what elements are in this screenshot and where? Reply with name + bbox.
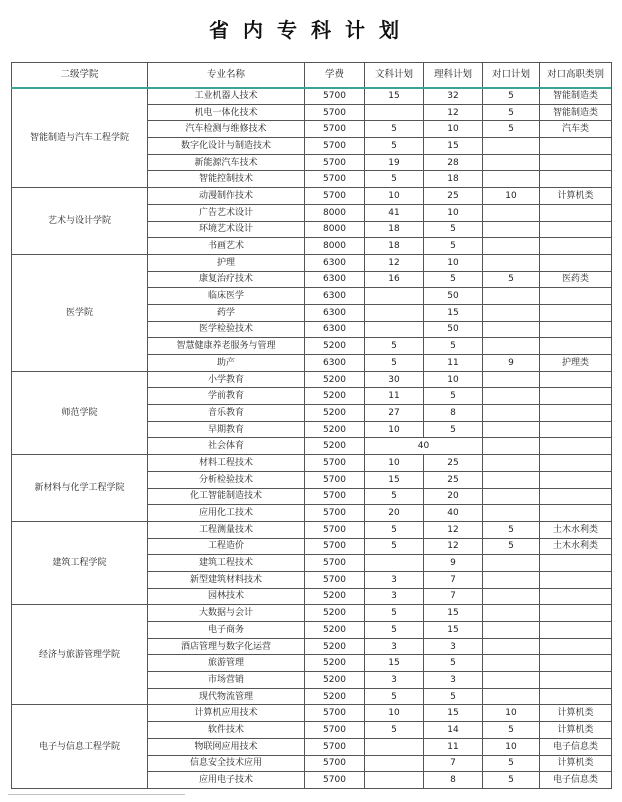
science-plan-cell: 25 — [424, 471, 483, 488]
vocational-plan-cell: 5 — [483, 722, 540, 739]
science-plan-cell: 15 — [424, 138, 483, 155]
vocational-plan-cell — [483, 505, 540, 522]
vocational-plan-cell — [483, 304, 540, 321]
major-cell: 化工智能制造技术 — [148, 488, 305, 505]
fee-cell: 5700 — [305, 171, 365, 188]
college-cell: 艺术与设计学院 — [12, 188, 148, 255]
science-plan-cell: 15 — [424, 705, 483, 722]
science-plan-cell: 5 — [424, 238, 483, 255]
major-cell: 助产 — [148, 355, 305, 372]
arts-plan-cell: 15 — [365, 655, 424, 672]
college-cell: 经济与旅游管理学院 — [12, 605, 148, 705]
major-cell: 计算机应用技术 — [148, 705, 305, 722]
arts-plan-cell: 30 — [365, 371, 424, 388]
science-plan-cell: 50 — [424, 288, 483, 305]
fee-cell: 5700 — [305, 772, 365, 789]
arts-plan-cell: 11 — [365, 388, 424, 405]
fee-cell: 5200 — [305, 622, 365, 639]
vocational-category-cell — [540, 138, 612, 155]
header-arts-plan: 文科计划 — [365, 63, 424, 88]
table-row — [12, 521, 612, 538]
science-plan-cell: 40 — [424, 505, 483, 522]
major-cell: 新能源汽车技术 — [148, 154, 305, 171]
major-cell: 工业机器人技术 — [148, 88, 305, 105]
vocational-category-cell — [540, 571, 612, 588]
vocational-plan-cell — [483, 338, 540, 355]
vocational-plan-cell: 10 — [483, 738, 540, 755]
major-cell: 早期教育 — [148, 421, 305, 438]
vocational-category-cell: 计算机类 — [540, 705, 612, 722]
vocational-plan-cell: 5 — [483, 538, 540, 555]
science-plan-cell: 12 — [424, 521, 483, 538]
fee-cell: 6300 — [305, 355, 365, 372]
vocational-plan-cell — [483, 421, 540, 438]
vocational-plan-cell: 5 — [483, 772, 540, 789]
vocational-plan-cell — [483, 238, 540, 255]
vocational-category-cell — [540, 254, 612, 271]
science-plan-cell: 5 — [424, 221, 483, 238]
college-cell: 新材料与化学工程学院 — [12, 455, 148, 522]
science-plan-cell: 10 — [424, 254, 483, 271]
vocational-category-cell — [540, 288, 612, 305]
science-plan-cell: 5 — [424, 655, 483, 672]
arts-plan-cell: 27 — [365, 405, 424, 422]
major-cell: 广告艺术设计 — [148, 204, 305, 221]
arts-plan-cell: 5 — [365, 121, 424, 138]
vocational-plan-cell — [483, 622, 540, 639]
college-cell: 建筑工程学院 — [12, 521, 148, 604]
fee-cell: 5200 — [305, 605, 365, 622]
fee-cell: 5200 — [305, 338, 365, 355]
fee-cell: 5700 — [305, 738, 365, 755]
science-plan-cell: 25 — [424, 188, 483, 205]
fee-cell: 5200 — [305, 405, 365, 422]
fee-cell: 5700 — [305, 505, 365, 522]
science-plan-cell: 10 — [424, 121, 483, 138]
vocational-plan-cell: 9 — [483, 355, 540, 372]
vocational-plan-cell — [483, 555, 540, 572]
science-plan-cell: 5 — [424, 271, 483, 288]
arts-plan-cell: 15 — [365, 471, 424, 488]
vocational-category-cell — [540, 455, 612, 472]
fee-cell: 5700 — [305, 705, 365, 722]
science-plan-cell: 11 — [424, 355, 483, 372]
major-cell: 学前教育 — [148, 388, 305, 405]
vocational-category-cell: 计算机类 — [540, 722, 612, 739]
major-cell: 智慧健康养老服务与管理 — [148, 338, 305, 355]
science-plan-cell: 7 — [424, 755, 483, 772]
fee-cell: 5700 — [305, 455, 365, 472]
arts-plan-cell: 5 — [365, 688, 424, 705]
vocational-category-cell — [540, 438, 612, 455]
major-cell: 软件技术 — [148, 722, 305, 739]
science-plan-cell: 12 — [424, 104, 483, 121]
fee-cell: 5200 — [305, 388, 365, 405]
vocational-category-cell — [540, 655, 612, 672]
major-cell: 信息安全技术应用 — [148, 755, 305, 772]
science-plan-cell: 15 — [424, 304, 483, 321]
table-row — [12, 371, 612, 388]
arts-plan-cell: 19 — [365, 154, 424, 171]
vocational-category-cell: 医药类 — [540, 271, 612, 288]
arts-plan-cell: 5 — [365, 622, 424, 639]
science-plan-cell: 8 — [424, 405, 483, 422]
arts-plan-cell: 5 — [365, 171, 424, 188]
fee-cell: 5700 — [305, 471, 365, 488]
vocational-category-cell — [540, 304, 612, 321]
vocational-plan-cell — [483, 288, 540, 305]
fee-cell: 5700 — [305, 138, 365, 155]
college-cell: 医学院 — [12, 254, 148, 371]
arts-plan-cell: 10 — [365, 188, 424, 205]
science-plan-cell: 5 — [424, 421, 483, 438]
vocational-category-cell: 土木水利类 — [540, 538, 612, 555]
vocational-category-cell: 计算机类 — [540, 755, 612, 772]
vocational-category-cell — [540, 622, 612, 639]
vocational-category-cell — [540, 321, 612, 338]
fee-cell: 5700 — [305, 188, 365, 205]
arts-plan-cell — [365, 104, 424, 121]
arts-plan-cell: 3 — [365, 672, 424, 689]
science-plan-cell: 3 — [424, 638, 483, 655]
fee-cell: 5700 — [305, 488, 365, 505]
science-plan-cell: 7 — [424, 588, 483, 605]
vocational-plan-cell: 5 — [483, 271, 540, 288]
arts-plan-cell: 5 — [365, 138, 424, 155]
major-cell: 工程造价 — [148, 538, 305, 555]
vocational-category-cell: 智能制造类 — [540, 104, 612, 121]
vocational-category-cell — [540, 388, 612, 405]
table-header-row — [12, 63, 612, 88]
vocational-plan-cell — [483, 688, 540, 705]
fee-cell: 5200 — [305, 438, 365, 455]
arts-plan-cell: 10 — [365, 421, 424, 438]
arts-plan-cell: 5 — [365, 538, 424, 555]
major-cell: 药学 — [148, 304, 305, 321]
major-cell: 智能控制技术 — [148, 171, 305, 188]
vocational-plan-cell — [483, 588, 540, 605]
fee-cell: 5200 — [305, 688, 365, 705]
fee-cell: 5700 — [305, 722, 365, 739]
major-cell: 环境艺术设计 — [148, 221, 305, 238]
vocational-plan-cell — [483, 605, 540, 622]
arts-plan-cell: 15 — [365, 88, 424, 105]
arts-plan-cell: 3 — [365, 588, 424, 605]
vocational-plan-cell — [483, 204, 540, 221]
fee-cell: 6300 — [305, 321, 365, 338]
arts-plan-cell: 3 — [365, 638, 424, 655]
major-cell: 工程测量技术 — [148, 521, 305, 538]
science-plan-cell: 28 — [424, 154, 483, 171]
table-row — [12, 605, 612, 622]
major-cell: 材料工程技术 — [148, 455, 305, 472]
vocational-plan-cell — [483, 221, 540, 238]
science-plan-cell: 15 — [424, 605, 483, 622]
table-row — [12, 88, 612, 105]
fee-cell: 6300 — [305, 254, 365, 271]
fee-cell: 5700 — [305, 571, 365, 588]
vocational-category-cell — [540, 238, 612, 255]
arts-plan-cell: 5 — [365, 722, 424, 739]
major-cell: 医学检验技术 — [148, 321, 305, 338]
vocational-plan-cell: 5 — [483, 104, 540, 121]
fee-cell: 5700 — [305, 121, 365, 138]
vocational-category-cell — [540, 421, 612, 438]
vocational-category-cell — [540, 488, 612, 505]
vocational-plan-cell — [483, 438, 540, 455]
vocational-category-cell: 汽车类 — [540, 121, 612, 138]
major-cell: 物联网应用技术 — [148, 738, 305, 755]
major-cell: 数字化设计与制造技术 — [148, 138, 305, 155]
vocational-plan-cell — [483, 371, 540, 388]
vocational-category-cell — [540, 338, 612, 355]
vocational-category-cell — [540, 605, 612, 622]
fee-cell: 6300 — [305, 288, 365, 305]
fee-cell: 5700 — [305, 555, 365, 572]
vocational-category-cell — [540, 405, 612, 422]
arts-plan-cell: 5 — [365, 521, 424, 538]
vocational-plan-cell: 10 — [483, 188, 540, 205]
table-row — [12, 188, 612, 205]
vocational-plan-cell — [483, 672, 540, 689]
vocational-plan-cell: 5 — [483, 88, 540, 105]
vocational-category-cell — [540, 471, 612, 488]
fee-cell: 8000 — [305, 238, 365, 255]
arts-plan-cell: 20 — [365, 505, 424, 522]
major-cell: 旅游管理 — [148, 655, 305, 672]
arts-plan-cell — [365, 772, 424, 789]
major-cell: 新型建筑材料技术 — [148, 571, 305, 588]
fee-cell: 6300 — [305, 304, 365, 321]
fee-cell: 5200 — [305, 371, 365, 388]
arts-plan-cell — [365, 304, 424, 321]
major-cell: 建筑工程技术 — [148, 555, 305, 572]
major-cell: 临床医学 — [148, 288, 305, 305]
vocational-category-cell — [540, 371, 612, 388]
table-row — [12, 705, 612, 722]
major-cell: 现代物流管理 — [148, 688, 305, 705]
enrollment-plan-table — [11, 62, 612, 789]
vocational-category-cell: 电子信息类 — [540, 772, 612, 789]
science-plan-cell: 3 — [424, 672, 483, 689]
fee-cell: 5200 — [305, 655, 365, 672]
arts-plan-cell: 5 — [365, 355, 424, 372]
vocational-plan-cell — [483, 154, 540, 171]
vocational-plan-cell: 5 — [483, 521, 540, 538]
arts-plan-cell — [365, 555, 424, 572]
college-cell: 智能制造与汽车工程学院 — [12, 88, 148, 188]
vocational-category-cell — [540, 204, 612, 221]
arts-plan-cell: 5 — [365, 605, 424, 622]
page-title: 省内专科计划 — [209, 18, 413, 42]
major-cell: 书画艺术 — [148, 238, 305, 255]
vocational-category-cell: 智能制造类 — [540, 88, 612, 105]
major-cell: 小学教育 — [148, 371, 305, 388]
major-cell: 市场营销 — [148, 672, 305, 689]
vocational-plan-cell — [483, 171, 540, 188]
major-cell: 电子商务 — [148, 622, 305, 639]
science-plan-cell: 10 — [424, 204, 483, 221]
arts-plan-cell: 41 — [365, 204, 424, 221]
fee-cell: 5200 — [305, 672, 365, 689]
science-plan-cell: 7 — [424, 571, 483, 588]
science-plan-cell: 25 — [424, 455, 483, 472]
major-cell: 机电一体化技术 — [148, 104, 305, 121]
arts-plan-cell: 5 — [365, 338, 424, 355]
fee-cell: 5700 — [305, 755, 365, 772]
vocational-plan-cell — [483, 138, 540, 155]
arts-plan-cell — [365, 755, 424, 772]
vocational-plan-cell — [483, 638, 540, 655]
vocational-plan-cell — [483, 571, 540, 588]
major-cell: 音乐教育 — [148, 405, 305, 422]
vocational-category-cell — [540, 555, 612, 572]
vocational-category-cell — [540, 688, 612, 705]
fee-cell: 5700 — [305, 104, 365, 121]
vocational-plan-cell: 5 — [483, 755, 540, 772]
vocational-category-cell — [540, 505, 612, 522]
science-plan-cell: 50 — [424, 321, 483, 338]
vocational-category-cell — [540, 171, 612, 188]
fee-cell: 8000 — [305, 221, 365, 238]
vocational-plan-cell: 10 — [483, 705, 540, 722]
fee-cell: 5200 — [305, 421, 365, 438]
table-row — [12, 455, 612, 472]
vocational-category-cell: 计算机类 — [540, 188, 612, 205]
vocational-plan-cell — [483, 471, 540, 488]
vocational-plan-cell — [483, 405, 540, 422]
major-cell: 酒店管理与数字化运营 — [148, 638, 305, 655]
fee-cell: 5700 — [305, 88, 365, 105]
major-cell: 动漫制作技术 — [148, 188, 305, 205]
fee-cell: 8000 — [305, 204, 365, 221]
header-accent-line — [11, 87, 611, 89]
arts-plan-cell — [365, 738, 424, 755]
arts-plan-cell: 10 — [365, 705, 424, 722]
arts-plan-cell — [365, 288, 424, 305]
header-major: 专业名称 — [148, 63, 305, 88]
arts-plan-cell: 16 — [365, 271, 424, 288]
science-plan-cell: 9 — [424, 555, 483, 572]
arts-plan-cell: 3 — [365, 571, 424, 588]
arts-plan-cell: 18 — [365, 221, 424, 238]
vocational-category-cell — [540, 588, 612, 605]
science-plan-cell: 14 — [424, 722, 483, 739]
major-cell: 园林技术 — [148, 588, 305, 605]
science-plan-cell: 5 — [424, 388, 483, 405]
vocational-category-cell — [540, 221, 612, 238]
fee-cell: 5700 — [305, 521, 365, 538]
major-cell: 康复治疗技术 — [148, 271, 305, 288]
arts-plan-cell: 10 — [365, 455, 424, 472]
science-plan-cell: 8 — [424, 772, 483, 789]
vocational-plan-cell — [483, 455, 540, 472]
vocational-plan-cell — [483, 488, 540, 505]
combined-plan-cell: 40 — [365, 438, 483, 455]
header-vocational-category: 对口高职类别 — [540, 63, 612, 88]
major-cell: 应用化工技术 — [148, 505, 305, 522]
fee-cell: 5200 — [305, 638, 365, 655]
fee-cell: 6300 — [305, 271, 365, 288]
science-plan-cell: 20 — [424, 488, 483, 505]
vocational-plan-cell — [483, 254, 540, 271]
table-row — [12, 254, 612, 271]
vocational-plan-cell: 5 — [483, 121, 540, 138]
header-fee: 学费 — [305, 63, 365, 88]
major-cell: 汽车检测与维修技术 — [148, 121, 305, 138]
vocational-category-cell — [540, 638, 612, 655]
science-plan-cell: 5 — [424, 688, 483, 705]
major-cell: 社会体育 — [148, 438, 305, 455]
header-college: 二级学院 — [12, 63, 148, 88]
vocational-category-cell: 土木水利类 — [540, 521, 612, 538]
vocational-category-cell: 电子信息类 — [540, 738, 612, 755]
vocational-plan-cell — [483, 388, 540, 405]
science-plan-cell: 18 — [424, 171, 483, 188]
footnote: ────────────────────────────────────────── — [8, 792, 186, 798]
vocational-category-cell: 护理类 — [540, 355, 612, 372]
science-plan-cell: 11 — [424, 738, 483, 755]
major-cell: 应用电子技术 — [148, 772, 305, 789]
arts-plan-cell: 5 — [365, 488, 424, 505]
science-plan-cell: 32 — [424, 88, 483, 105]
vocational-plan-cell — [483, 321, 540, 338]
science-plan-cell: 15 — [424, 622, 483, 639]
fee-cell: 5200 — [305, 588, 365, 605]
major-cell: 大数据与会计 — [148, 605, 305, 622]
header-science-plan: 理科计划 — [424, 63, 483, 88]
header-vocational-plan: 对口计划 — [483, 63, 540, 88]
college-cell: 师范学院 — [12, 371, 148, 454]
arts-plan-cell: 18 — [365, 238, 424, 255]
science-plan-cell: 10 — [424, 371, 483, 388]
fee-cell: 5700 — [305, 154, 365, 171]
major-cell: 分析检验技术 — [148, 471, 305, 488]
arts-plan-cell: 12 — [365, 254, 424, 271]
science-plan-cell: 12 — [424, 538, 483, 555]
major-cell: 护理 — [148, 254, 305, 271]
arts-plan-cell — [365, 321, 424, 338]
vocational-category-cell — [540, 154, 612, 171]
science-plan-cell: 5 — [424, 338, 483, 355]
vocational-plan-cell — [483, 655, 540, 672]
college-cell: 电子与信息工程学院 — [12, 705, 148, 788]
fee-cell: 5700 — [305, 538, 365, 555]
vocational-category-cell — [540, 672, 612, 689]
